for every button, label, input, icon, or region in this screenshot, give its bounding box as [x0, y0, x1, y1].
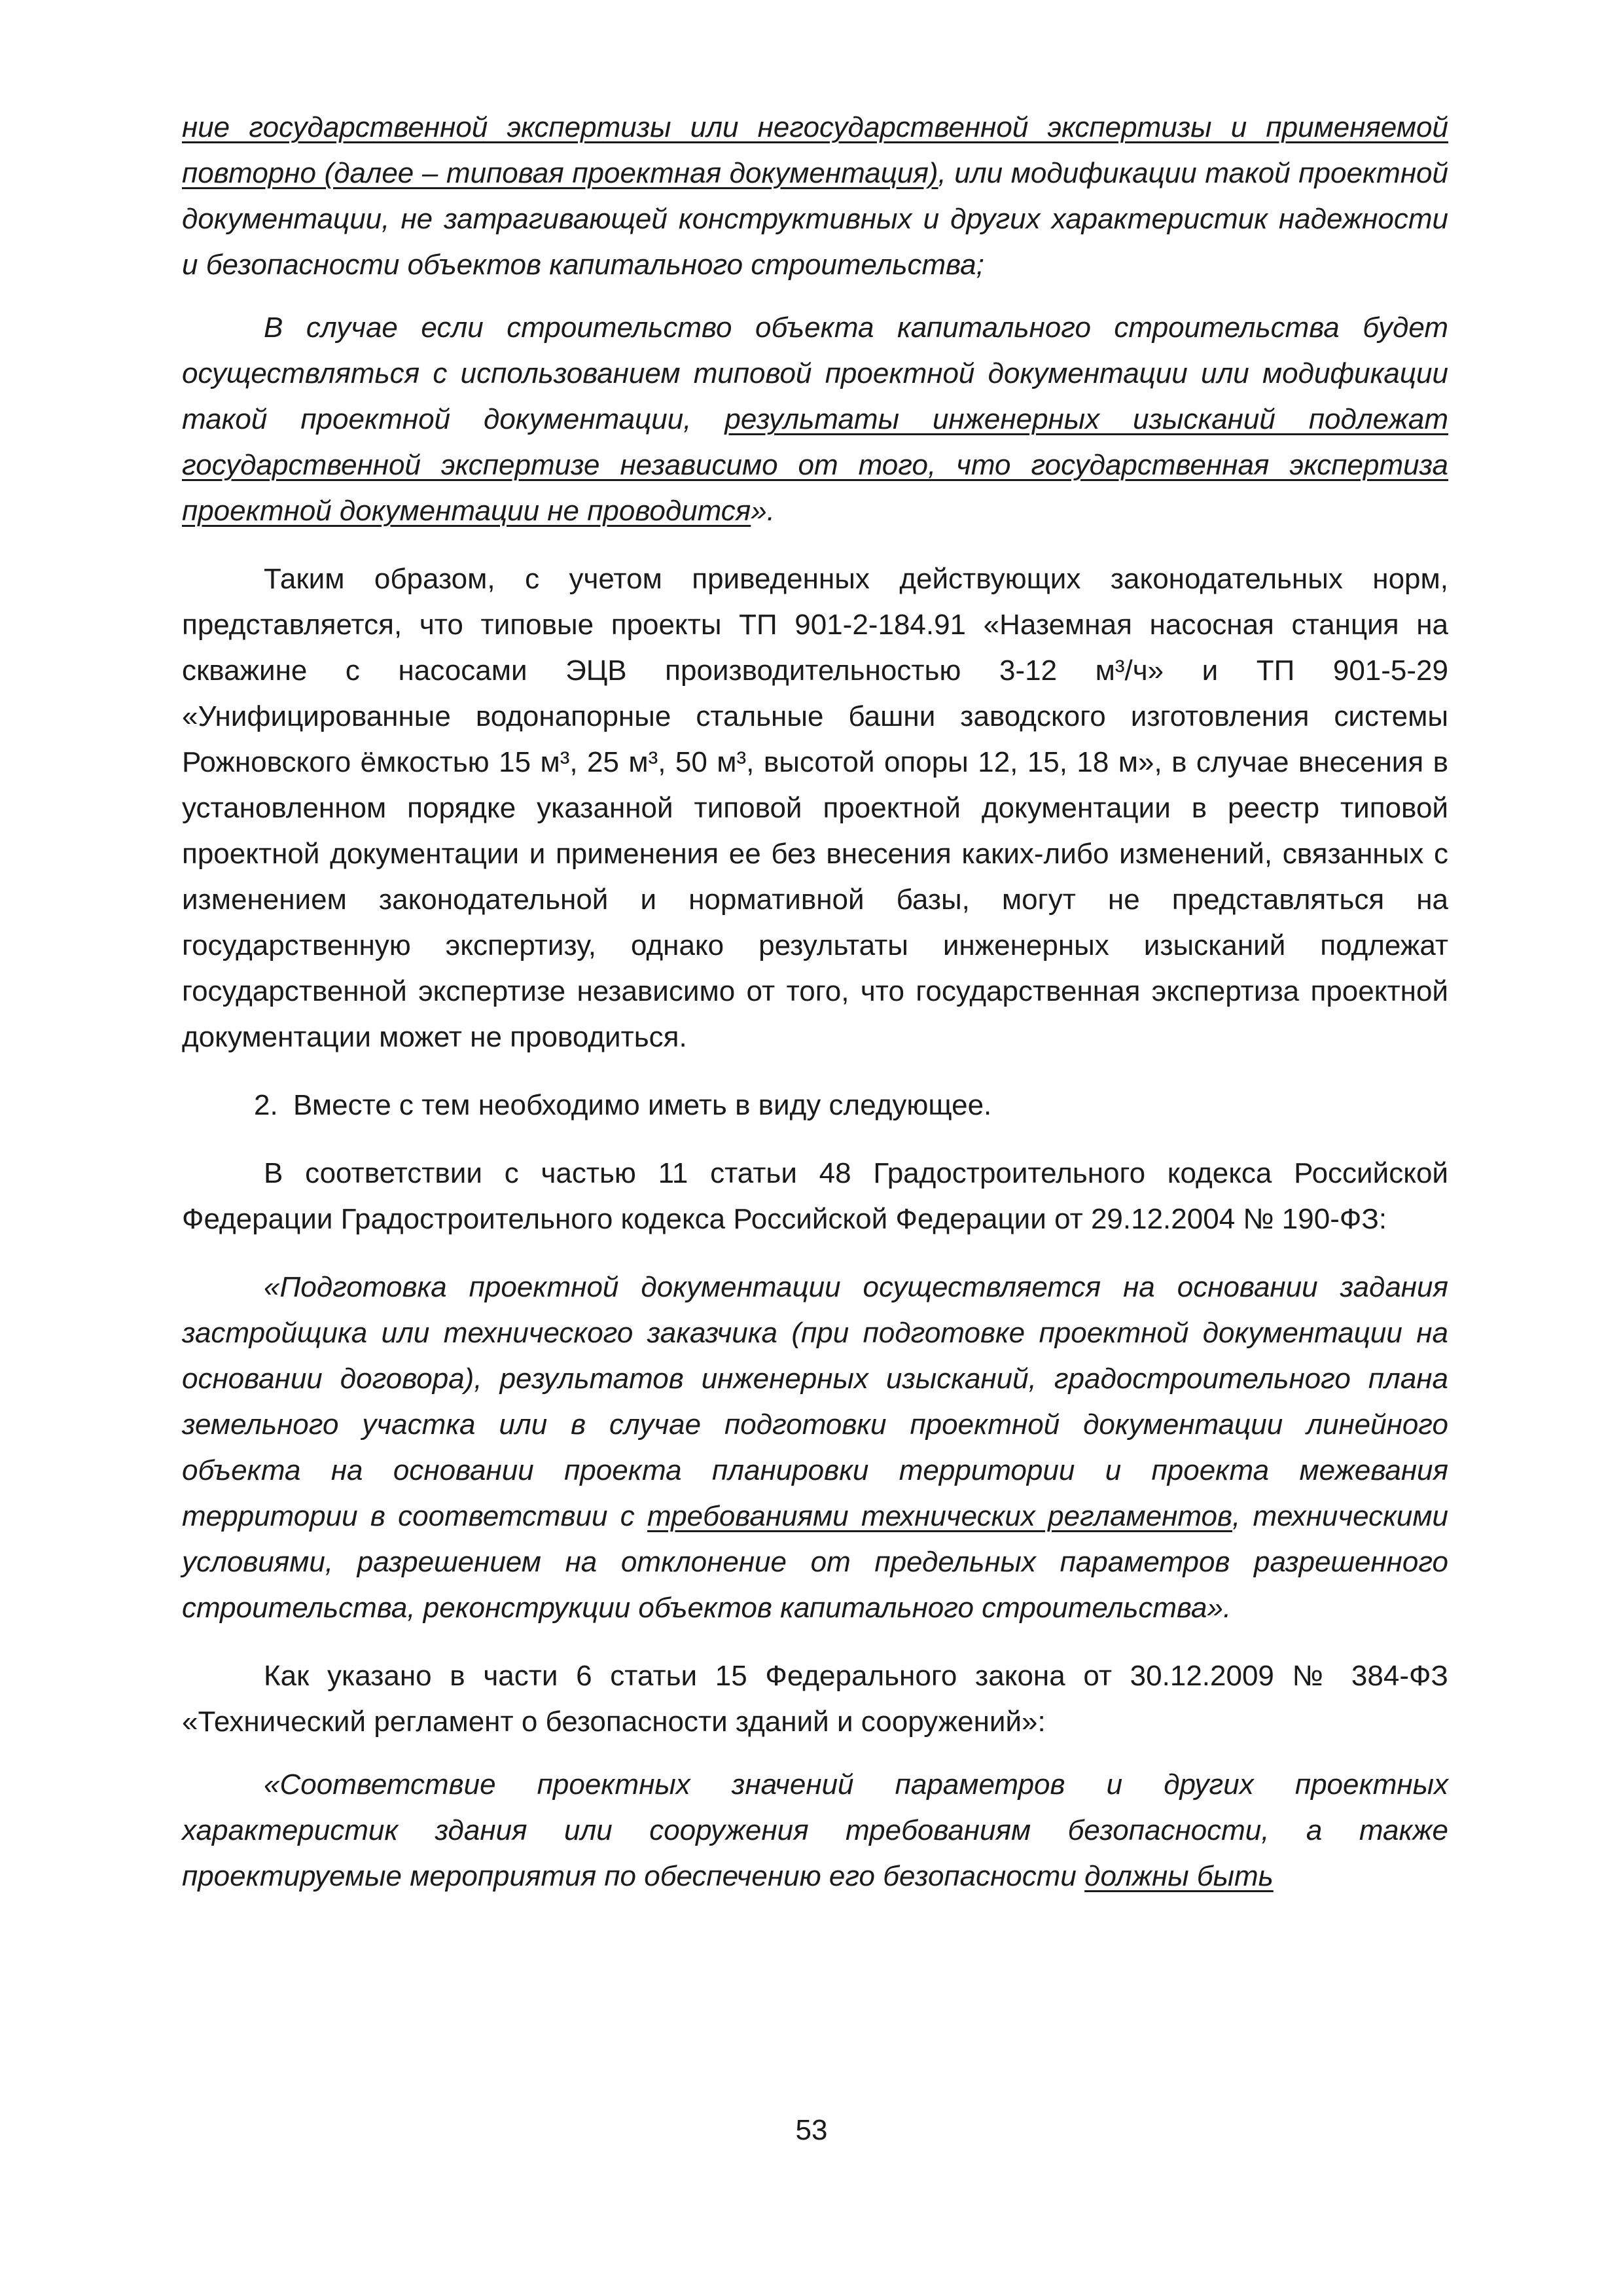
paragraph-law-reference: Как указано в части 6 статьи 15 Федерального закона от 30.12.2009 № 384-ФЗ «Технический регламент о безопасности зданий и сооружений»: [182, 1660, 1448, 1738]
document-page [182, 105, 1448, 1899]
item-number: 2. [254, 1089, 278, 1121]
paragraph-text: ». [751, 495, 775, 527]
paragraph-text: «Подготовка проектной документации осуществляется на основании задания застройщика или технического заказчика (при подготовке проектной документации на основании договора), результатов инженерных изысканий, градостроительного плана земельного участка или в случае подготовки проектной документации линейного объекта на основании проекта планировки территории и проекта межевания территории в соответствии с [182, 1271, 1448, 1532]
underlined-text: должны быть [1084, 1860, 1274, 1892]
paragraph-code-quote [182, 1265, 1448, 1631]
underlined-text: ние государственной экспертизы или негосударственной экспертизы и применяемой повторно (далее – типовая проектная документация) [182, 111, 1448, 189]
paragraph-conclusion: Таким образом, с учетом приведенных действующих законодательных норм, представляется, что типовые проекты ТП 901-2-184.91 «Наземная насосная станция на скважине с насосами ЭЦВ производительностью 3-12 м³/ч» и ТП 901-5-29 «Унифицированные водонапорные стальные башни заводского изготовления системы Рожновского ёмкостью 15 м³, 25 м³, 50 м³, высотой опоры 12, 15, 18 м», в случае внесения в установленном порядке указанной типовой проектной документации в реестр типовой проектной документации и применения ее без внесения каких-либо изменений, связанных с изменением законодательной и нормативной базы, могут не представляться на государственную экспертизу, однако результаты инженерных изысканий подлежат государственной экспертизе независимо от того, что государственная экспертиза проектной документации может не проводиться. [182, 563, 1448, 1053]
paragraph-text: «Соответствие проектных значений параметров и других проектных характеристик здания или сооружения требованиям безопасности, а также проектируемые мероприятия по обеспечению его безопасности [182, 1768, 1448, 1892]
paragraph-code-reference: В соответствии с частью 11 статьи 48 Градостроительного кодекса Российской Федерации Градостроительного кодекса Российской Федерации от 29.12.2004 № 190-ФЗ: [182, 1157, 1448, 1235]
numbered-item-2 [182, 1083, 1448, 1128]
underlined-text: результаты инженерных изысканий подлежат государственной экспертизе независимо от того, что государственная экспертиза проектной документации не проводится [182, 403, 1449, 527]
paragraph-text: В случае если строительство объекта капитального строительства будет осуществляться с использованием типовой проектной документации или модификации такой проектной документации, [182, 312, 1448, 435]
paragraph-law-quote [182, 1762, 1448, 1899]
underlined-text: требованиями технических регламентов [647, 1500, 1232, 1532]
paragraph-text: , или модификации такой проектной документации, не затрагивающей конструктивных и других характеристик надежности и безопасности объектов капитального строительства; [182, 157, 1448, 281]
item-text: Вместе с тем необходимо иметь в виду следующее. [293, 1089, 992, 1121]
paragraph-quoted-rule [182, 305, 1448, 534]
paragraph-text: , техническими условиями, разрешением на отклонение от предельных параметров разрешенного строительства, реконструкции объектов капитального строительства». [182, 1500, 1449, 1624]
paragraph-typical-design-definition [182, 105, 1448, 288]
page-number: 53 [795, 2114, 828, 2146]
